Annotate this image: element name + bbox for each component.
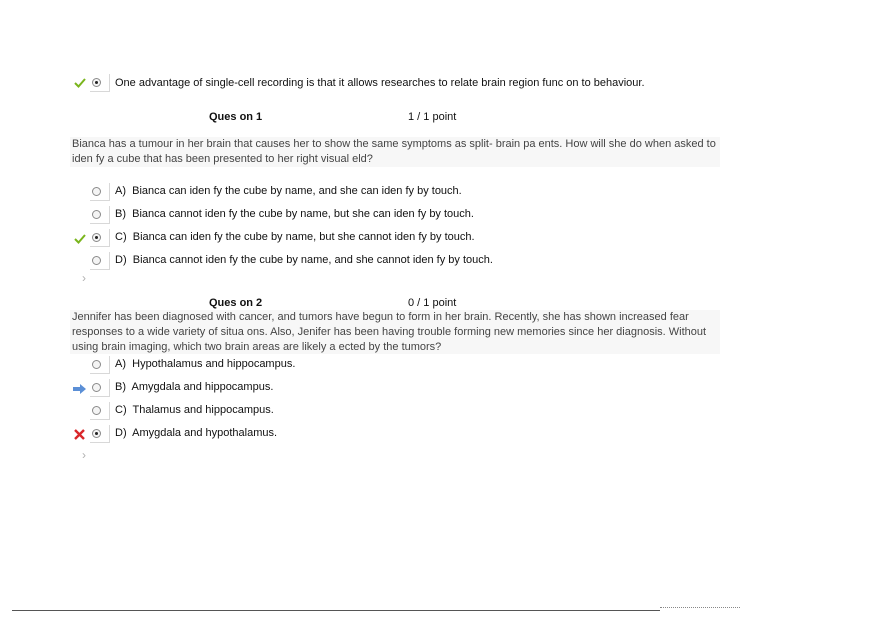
option-text: Thalamus and hippocampus. (132, 404, 274, 416)
q1-option-d[interactable] (115, 254, 493, 266)
option-text: Bianca cannot iden fy the cube by name, and she cannot iden fy by touch. (132, 254, 493, 266)
chevron-right-icon[interactable]: › (82, 271, 86, 285)
q2-option-a[interactable] (115, 358, 295, 370)
q2-option-c[interactable] (115, 404, 274, 416)
q2-option-b-radio[interactable] (92, 383, 101, 392)
option-letter: D) (115, 427, 127, 439)
correct-answer-arrow-icon (73, 384, 87, 397)
q1-option-d-radio[interactable] (92, 256, 101, 265)
question-2-prompt-line: responses to a wide variety of situa ons. Also, Jenifer has been having trouble forming new memories since her diagnosis. Without (72, 326, 707, 338)
option-letter: C) (115, 404, 127, 416)
q1-option-a[interactable] (115, 185, 462, 197)
option-text: Bianca can iden fy the cube by name, and she can iden fy by touch. (132, 185, 462, 197)
option-text: Hypothalamus and hippocampus. (132, 358, 296, 370)
option-text: Bianca can iden fy the cube by name, but she cannot iden fy by touch. (132, 231, 475, 243)
footer-divider-tail (660, 607, 740, 612)
chevron-right-icon[interactable]: › (82, 448, 86, 462)
option-letter: C) (115, 231, 127, 243)
q1-option-c-radio[interactable] (92, 233, 101, 242)
question-2-title: Ques on 2 (209, 297, 263, 309)
option-letter: B) (115, 208, 126, 220)
question-1-prompt-line: Bianca has a tumour in her brain that causes her to show the same symptoms as split- brain pa ents. How will she do when asked to (72, 138, 716, 150)
question-1-points: 1 / 1 point (408, 111, 457, 123)
correct-check-icon (74, 234, 86, 247)
incorrect-x-icon (74, 429, 85, 443)
prev-answer-radio[interactable] (92, 78, 101, 87)
option-text: Amygdala and hypothalamus. (132, 427, 278, 439)
question-1-prompt-line: iden fy a cube that has been presented to her right visual eld? (72, 153, 373, 165)
question-2-points: 0 / 1 point (408, 297, 457, 309)
q2-option-a-radio[interactable] (92, 360, 101, 369)
footer-divider (12, 610, 660, 611)
option-letter: A) (115, 185, 126, 197)
q2-option-d-radio[interactable] (92, 429, 101, 438)
question-2-prompt-line: Jennifer has been diagnosed with cancer, and tumors have begun to form in her brain. Recently, she has shown increased fear (72, 311, 689, 323)
question-1-prompt (70, 137, 720, 167)
q1-option-a-radio[interactable] (92, 187, 101, 196)
q1-option-b[interactable] (115, 208, 474, 220)
question-2-prompt (70, 310, 720, 354)
option-text: Bianca cannot iden fy the cube by name, but she can iden fy by touch. (132, 208, 474, 220)
question-1-title: Ques on 1 (209, 111, 263, 123)
q2-option-d[interactable] (115, 427, 277, 439)
prev-answer-text: One advantage of single-cell recording is that it allows researches to relate brain region func on to behaviour. (115, 77, 645, 89)
correct-check-icon (74, 78, 86, 91)
option-letter: A) (115, 358, 126, 370)
q2-option-c-radio[interactable] (92, 406, 101, 415)
q2-option-b[interactable] (115, 381, 273, 393)
option-text: Amygdala and hippocampus. (131, 381, 274, 393)
option-letter: D) (115, 254, 127, 266)
option-letter: B) (115, 381, 126, 393)
q1-option-b-radio[interactable] (92, 210, 101, 219)
question-2-prompt-line: using brain imaging, which two brain areas are likely a ected by the tumors? (72, 341, 442, 353)
q1-option-c[interactable] (115, 231, 475, 243)
